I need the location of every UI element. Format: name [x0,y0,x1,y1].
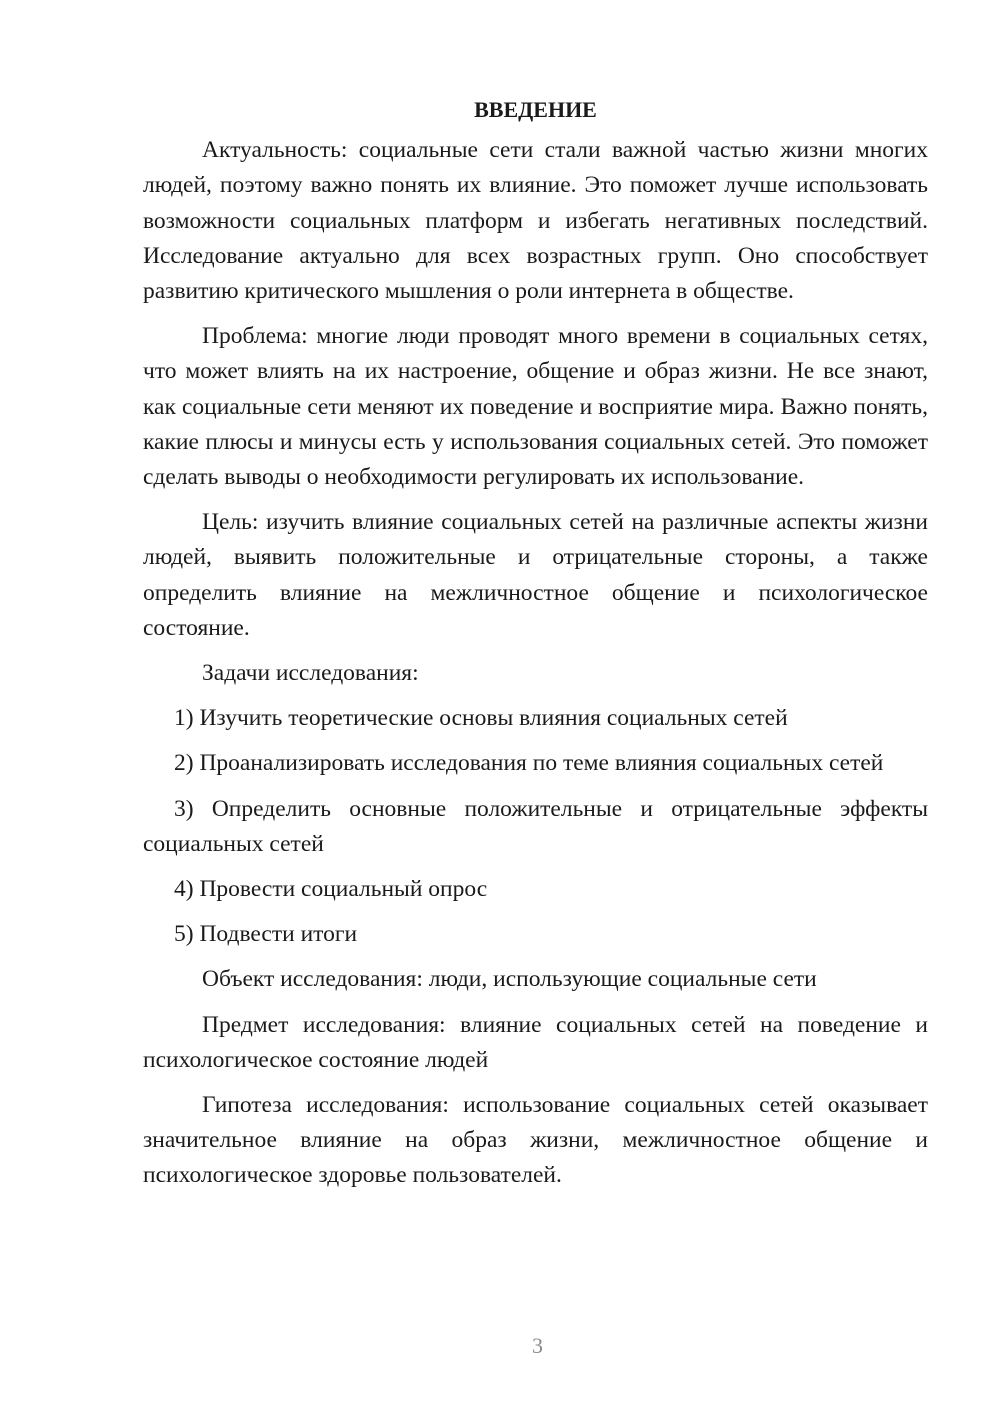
hypothesis-paragraph: Гипотеза исследования: использование социальных сетей оказывает значительное влияние на образ жизни, межличностное общение и психологическое здоровье пользователей. [143,1092,928,1189]
subject-paragraph: Предмет исследования: влияние социальных сетей на поведение и психологическое состояние людей [143,1011,928,1073]
page-number: 3 [532,1333,543,1358]
tasks-title: Задачи исследования: [202,660,419,687]
task-item-1: 1) Изучить теоретические основы влияния социальных сетей [174,705,788,732]
problem-paragraph: Проблема: многие люди проводят много времени в социальных сетях, что может влиять на их настроение, общение и образ жизни. Не все знают, как социальные сети меняют их поведение и восприятие мира. Важно понять, какие плюсы и минусы есть у использования социальных сетей. Это поможет сделать выводы о необходимости регулировать их использование. [143,323,928,491]
page-heading: ВВЕДЕНИЕ [474,97,597,122]
task-item-2: 2) Проанализировать исследования по теме влияния социальных сетей [174,750,884,777]
object-paragraph: Объект исследования: люди, использующие социальные сети [202,966,817,993]
goal-paragraph: Цель: изучить влияние социальных сетей на различные аспекты жизни людей, выявить положительные и отрицательные стороны, а также определить влияние на межличностное общение и психологическое состояние. [143,509,928,641]
page-content [143,92,928,1204]
task-item-5: 5) Подвести итоги [174,921,358,948]
relevance-paragraph: Актуальность: социальные сети стали важной частью жизни многих людей, поэтому важно понять их влияние. Это поможет лучше использовать возможности социальных платформ и избегать негативных последствий. Исследование актуально для всех возрастных групп. Оно способствует развитию критического мышления о роли интернета в обществе. [143,137,928,305]
task-item-4: 4) Провести социальный опрос [174,876,488,903]
task-item-3: 3) Определить основные положительные и отрицательные эффекты социальных сетей [143,795,928,857]
